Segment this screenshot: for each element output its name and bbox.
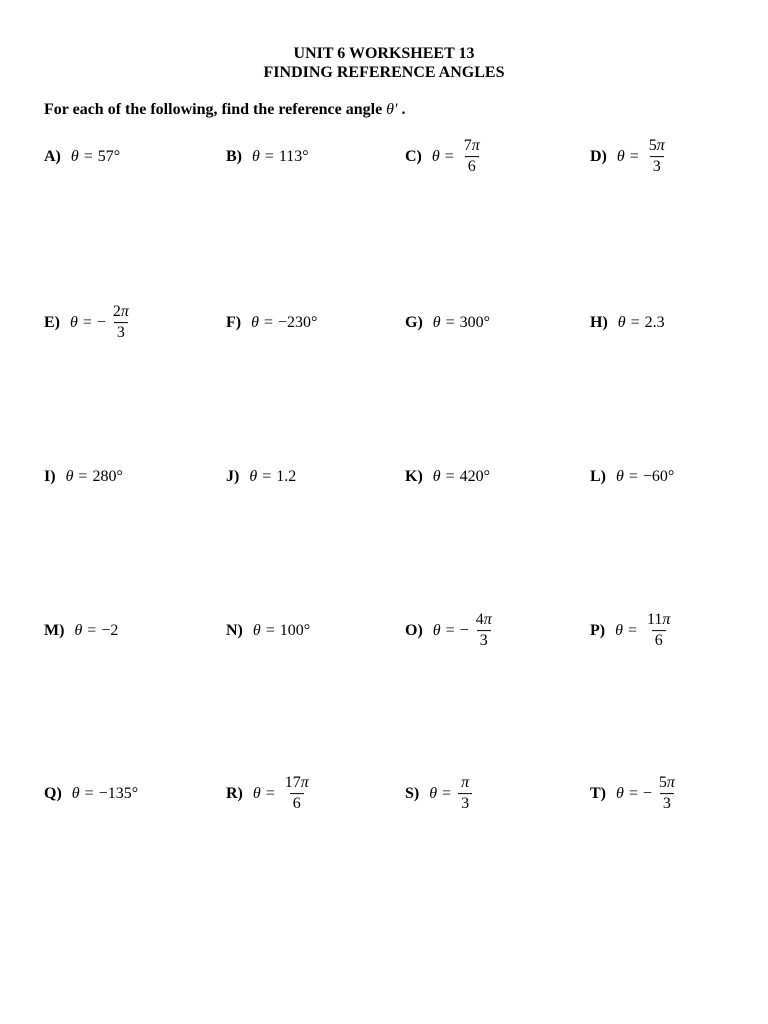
fraction-numerator: 7π [463, 137, 480, 155]
problem-E [44, 303, 134, 343]
instruction-text: For each of the following, find the reference angle [44, 101, 387, 118]
equals-sign: = [262, 468, 272, 485]
equals-sign: = [445, 314, 455, 331]
fraction [473, 611, 495, 651]
fraction-denominator: 3 [458, 794, 472, 814]
problem-expression: θ = − $\frac{5\pi}{3}$ [616, 774, 680, 814]
angle-value: 57° [97, 148, 121, 165]
theta-prime-symbol: θ′ [386, 101, 398, 118]
angle-value: 1.2 [276, 468, 297, 485]
fraction-denominator: 3 [650, 157, 664, 177]
problem-label: T) [590, 785, 606, 802]
problem-label: N) [226, 622, 243, 639]
angle-value: 113° [278, 148, 309, 165]
problem-label: J) [226, 468, 240, 485]
fraction-denominator: 6 [290, 794, 304, 814]
equals-sign: = [630, 314, 640, 331]
equals-sign: = [82, 314, 92, 331]
fraction-numerator: 17π [284, 774, 309, 792]
problem-expression: θ = 100° [252, 622, 311, 639]
problem-label: F) [226, 314, 242, 331]
angle-value: 100° [279, 622, 311, 639]
fraction-denominator: 3 [477, 631, 491, 651]
problem-A [44, 148, 120, 166]
problem-expression: θ = −2 [74, 622, 119, 639]
problem-expression: θ = 420° [432, 468, 491, 485]
angle-value: 300° [459, 314, 491, 331]
problem-label: O) [405, 622, 423, 639]
fraction [644, 611, 673, 651]
angle-value: 280° [92, 468, 123, 485]
problem-label: A) [44, 148, 61, 165]
problem-label: B) [226, 148, 242, 165]
problem-expression: θ = $\frac{17\pi}{6}$ [253, 774, 314, 814]
angle-value: −230° [278, 314, 318, 331]
problem-expression: θ = 280° [65, 468, 123, 485]
problem-label: Q) [44, 785, 62, 802]
fraction-denominator: 6 [652, 631, 666, 651]
problem-expression: θ = 2.3 [617, 314, 665, 331]
problem-B [226, 148, 309, 166]
fraction [461, 137, 483, 177]
problem-R [226, 774, 314, 814]
problem-N [226, 622, 310, 640]
problem-label: R) [226, 785, 243, 802]
problem-G [405, 314, 490, 332]
minus-sign: − [96, 314, 106, 331]
problem-expression: θ = $\frac{7\pi}{6}$ [432, 137, 485, 177]
problem-T [590, 774, 680, 814]
fraction-numerator: 5π [648, 137, 665, 155]
problem-J [226, 468, 296, 486]
fraction [110, 303, 132, 343]
problem-expression: θ = − $\frac{2\pi}{3}$ [70, 303, 134, 343]
fraction-numerator: 5π [658, 774, 675, 792]
angle-value: −135° [98, 785, 139, 802]
fraction-numerator: 11π [647, 611, 671, 629]
problem-label: M) [44, 622, 65, 639]
fraction [646, 137, 668, 177]
angle-value: −60° [642, 468, 675, 485]
equals-sign: = [444, 148, 454, 165]
fraction-numerator: 4π [475, 611, 492, 629]
problem-expression: θ = 1.2 [249, 468, 297, 485]
problem-label: S) [405, 785, 420, 802]
fraction-denominator: 3 [114, 323, 128, 343]
problem-label: H) [590, 314, 608, 331]
problem-label: I) [44, 468, 56, 485]
problem-expression: θ = −135° [71, 785, 139, 802]
problem-P [590, 611, 675, 651]
instruction-line [44, 101, 406, 119]
fraction-numerator: π [461, 774, 470, 792]
problem-C [405, 137, 485, 177]
worksheet-title-line2: FINDING REFERENCE ANGLES [263, 64, 505, 81]
fraction-denominator: 6 [465, 157, 479, 177]
problem-I [44, 468, 123, 486]
equals-sign: = [265, 622, 275, 639]
fraction [458, 774, 472, 814]
equals-sign: = [628, 785, 638, 802]
equals-sign: = [263, 314, 273, 331]
equals-sign: = [265, 785, 275, 802]
problem-label: E) [44, 314, 60, 331]
problem-label: K) [405, 468, 423, 485]
equals-sign: = [87, 622, 97, 639]
problem-expression: θ = 300° [432, 314, 491, 331]
problem-expression: θ = $\frac{11\pi}{6}$ [615, 611, 675, 651]
problem-expression: θ = −230° [251, 314, 318, 331]
angle-value: −2 [101, 622, 119, 639]
fraction-numerator: 2π [112, 303, 129, 321]
equals-sign: = [445, 622, 455, 639]
problem-expression: θ = −60° [616, 468, 675, 485]
equals-sign: = [629, 148, 639, 165]
equals-sign: = [84, 785, 94, 802]
equals-sign: = [78, 468, 88, 485]
problem-label: P) [590, 622, 606, 639]
problem-label: C) [405, 148, 422, 165]
problem-O [405, 611, 497, 651]
problem-label: D) [590, 148, 607, 165]
equals-sign: = [83, 148, 93, 165]
problem-Q [44, 785, 138, 803]
problem-expression: θ = 57° [70, 148, 121, 165]
worksheet-title-line1: UNIT 6 WORKSHEET 13 [293, 45, 475, 62]
equals-sign: = [264, 148, 274, 165]
problem-F [226, 314, 317, 332]
minus-sign: − [459, 622, 469, 639]
problem-D [590, 137, 670, 177]
equals-sign: = [628, 468, 638, 485]
equals-sign: = [627, 622, 637, 639]
instruction-period: . [397, 101, 406, 118]
problem-H [590, 314, 665, 332]
fraction [282, 774, 312, 814]
equals-sign: = [445, 468, 455, 485]
minus-sign: − [642, 785, 652, 802]
problem-K [405, 468, 490, 486]
problem-expression: θ = 113° [252, 148, 309, 165]
problem-expression: θ = $\frac{5\pi}{3}$ [617, 137, 670, 177]
problem-label: L) [590, 468, 606, 485]
angle-value: 2.3 [644, 314, 665, 331]
fraction [656, 774, 678, 814]
angle-value: 420° [459, 468, 491, 485]
problem-M [44, 622, 118, 640]
problem-L [590, 468, 674, 486]
equals-sign: = [442, 785, 452, 802]
problem-label: G) [405, 314, 423, 331]
problem-S [405, 774, 474, 814]
problem-expression: θ = $\frac{\pi}{3}$ [429, 774, 474, 814]
problem-expression: θ = − $\frac{4\pi}{3}$ [433, 611, 497, 651]
fraction-denominator: 3 [660, 794, 674, 814]
worksheet-title [0, 44, 768, 82]
